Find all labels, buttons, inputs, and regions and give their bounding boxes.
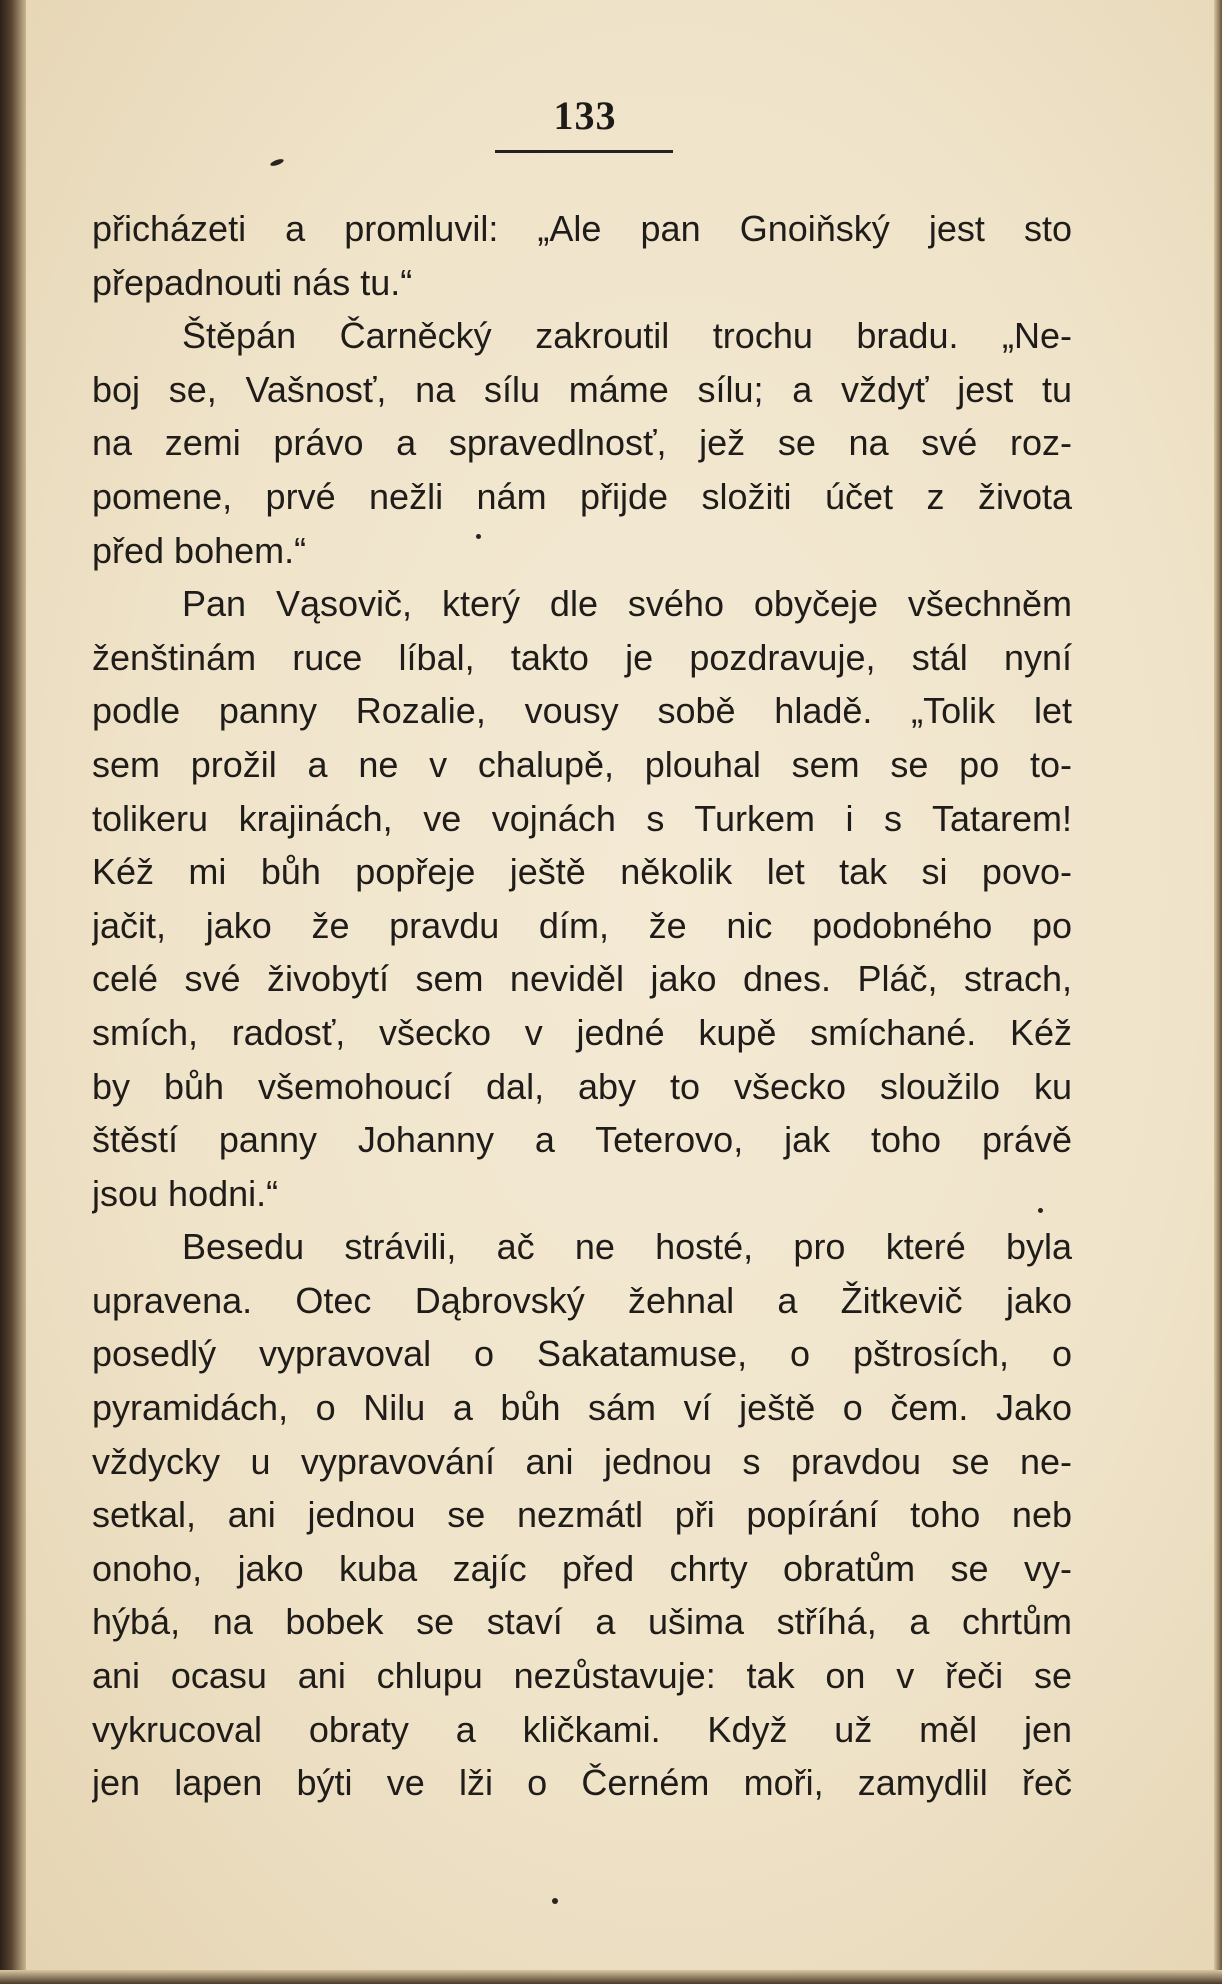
text-line: přicházeti a promluvil: „Ale pan Gnoiňský jest sto [92, 208, 1072, 249]
text-line: na zemi právo a spravedlnosť, jež se na své roz- [92, 422, 1072, 464]
text-line: onoho, jako kuba zajíc před chrty obratům se vy- [92, 1547, 1072, 1589]
body-text [92, 202, 1072, 1810]
text-line: Besedu strávili, ač ne hosté, pro které byla [182, 1226, 1072, 1268]
text-line: posedlý vypravoval o Sakatamuse, o pštrosích, o [92, 1333, 1072, 1375]
text-line: pyramidách, o Nilu a bůh sám ví ještě o čem. Jako [92, 1387, 1072, 1429]
header-rule [495, 150, 673, 153]
ink-speck [552, 1898, 558, 1904]
text-line: ani ocasu ani chlupu nezůstavuje: tak on v řeči se [92, 1655, 1072, 1697]
text-line: jsou hodni.“ [92, 1172, 279, 1214]
text-line: jačit, jako že pravdu dím, že nic podobného po [92, 904, 1072, 946]
text-line: upravena. Otec Dąbrovský žehnal a Žitkevič jako [92, 1279, 1072, 1321]
text-line: vykrucoval obraty a kličkami. Když už měl jen [92, 1708, 1072, 1750]
text-line: boj se, Vašnosť, na sílu máme sílu; a vždyť jest tu [92, 368, 1072, 410]
text-line: štěstí panny Johanny a Teterovo, jak toho právě [92, 1119, 1072, 1161]
text-line: před bohem.“ [92, 529, 307, 571]
page-bottom-edge [0, 1970, 1222, 1984]
text-line: by bůh všemohoucí dal, aby to všecko sloužilo ku [92, 1065, 1072, 1107]
text-line: sem prožil a ne v chalupě, plouhal sem se po to- [92, 743, 1072, 785]
text-line: smích, radosť, všecko v jedné kupě smíchané. Kéž [92, 1011, 1072, 1053]
text-line: tolikeru krajinách, ve vojnách s Turkem i s Tatarem! [92, 797, 1072, 839]
text-line: jen lapen býti ve lži o Černém moři, zamydlil řeč [92, 1762, 1072, 1804]
text-line: hýbá, na bobek se staví a ušima stříhá, a chrtům [92, 1601, 1072, 1643]
page-number: 133 [553, 93, 617, 138]
page-spine-edge [0, 0, 26, 1984]
page-right-edge [1214, 0, 1222, 1984]
text-line: setkal, ani jednou se nezmátl při popírání toho neb [92, 1494, 1072, 1536]
text-line: ženštinám ruce líbal, takto je pozdravuje, stál nyní [92, 636, 1072, 678]
ink-speck [270, 158, 285, 167]
text-line: Kéž mi bůh popřeje ještě několik let tak si povo- [92, 851, 1072, 893]
text-line: Štěpán Čarněcký zakroutil trochu bradu. „Ne- [182, 315, 1072, 357]
text-line: podle panny Rozalie, vousy sobě hladě. „Tolik let [92, 690, 1072, 732]
text-line: pomene, prvé nežli nám přijde složiti účet z života [92, 475, 1072, 517]
text-line: Pan Vąsovič, který dle svého obyčeje všechněm [182, 583, 1072, 625]
text-line: přepadnouti nás tu.“ [92, 261, 413, 303]
text-line: vždycky u vypravování ani jednou s pravdou se ne- [92, 1440, 1072, 1482]
text-line: celé své živobytí sem neviděl jako dnes. Pláč, strach, [92, 958, 1072, 1000]
